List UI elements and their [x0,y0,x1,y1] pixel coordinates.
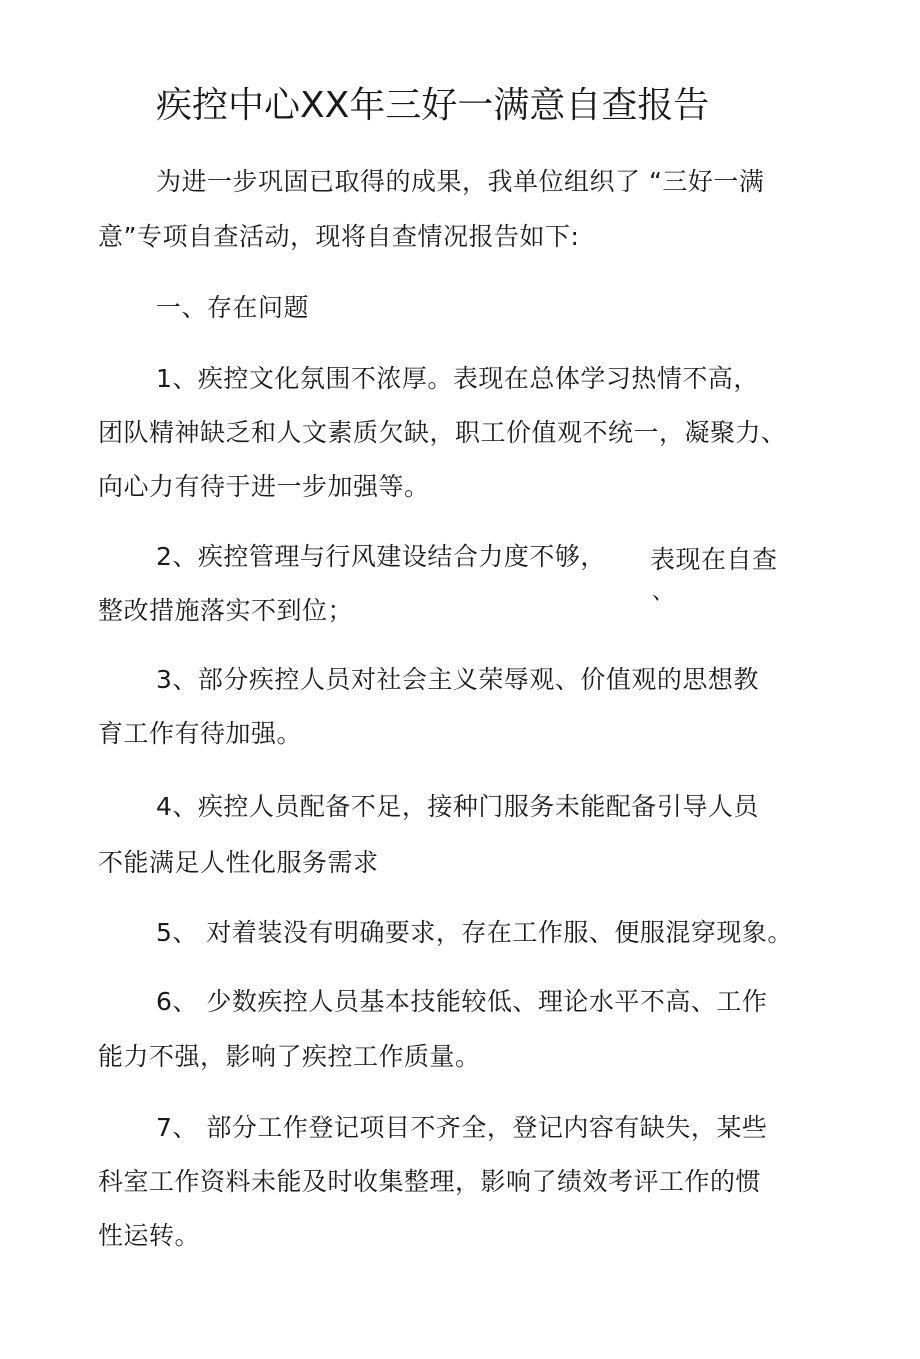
item-2-floating-mark: 、 [652,580,675,605]
item-2-floating-text: 表现在自查 [650,545,778,574]
item-1-line-1: 1、疾控文化氛围不浓厚。表现在总体学习热情不高， [156,364,759,393]
item-6-line-2: 能力不强，影响了疾控工作质量。 [98,1042,481,1071]
section-heading: 一、存在问题 [156,293,310,322]
intro-line-2: 意”专项自查活动，现将自查情况报告如下: [98,222,580,251]
item-1-line-2: 团队精神缺乏和人文素质欠缺，职工价值观不统一，凝聚力、 [98,418,787,447]
item-1-line-3: 向心力有待于进一步加强等。 [98,472,430,501]
item-6-line-1: 6、 少数疾控人员基本技能较低、理论水平不高、工作 [156,987,768,1016]
item-7-line-1: 7、 部分工作登记项目不齐全，登记内容有缺失，某些 [156,1113,768,1142]
item-7-line-3: 性运转。 [98,1221,201,1250]
item-5-line-1: 5、 对着装没有明确要求，存在工作服、便服混穿现象。 [156,918,793,947]
item-2-line-1: 2、疾控管理与行风建设结合力度不够， [156,542,606,571]
item-3-line-1: 3、部分疾控人员对社会主义荣辱观、价值观的思想教 [156,665,759,694]
document-title: 疾控中心XX年三好一满意自查报告 [156,85,710,126]
item-4-line-2: 不能满足人性化服务需求 [98,848,379,877]
item-4-line-1: 4、疾控人员配备不足，接种门服务未能配备引导人员 [156,792,759,821]
intro-line-1: 为进一步巩固已取得的成果，我单位组织了 “三好一满 [156,167,765,196]
item-3-line-2: 育工作有待加强。 [98,719,303,748]
item-2-line-2: 整改措施落实不到位； [98,596,354,625]
item-7-line-2: 科室工作资料未能及时收集整理，影响了绩效考评工作的惯 [98,1167,762,1196]
